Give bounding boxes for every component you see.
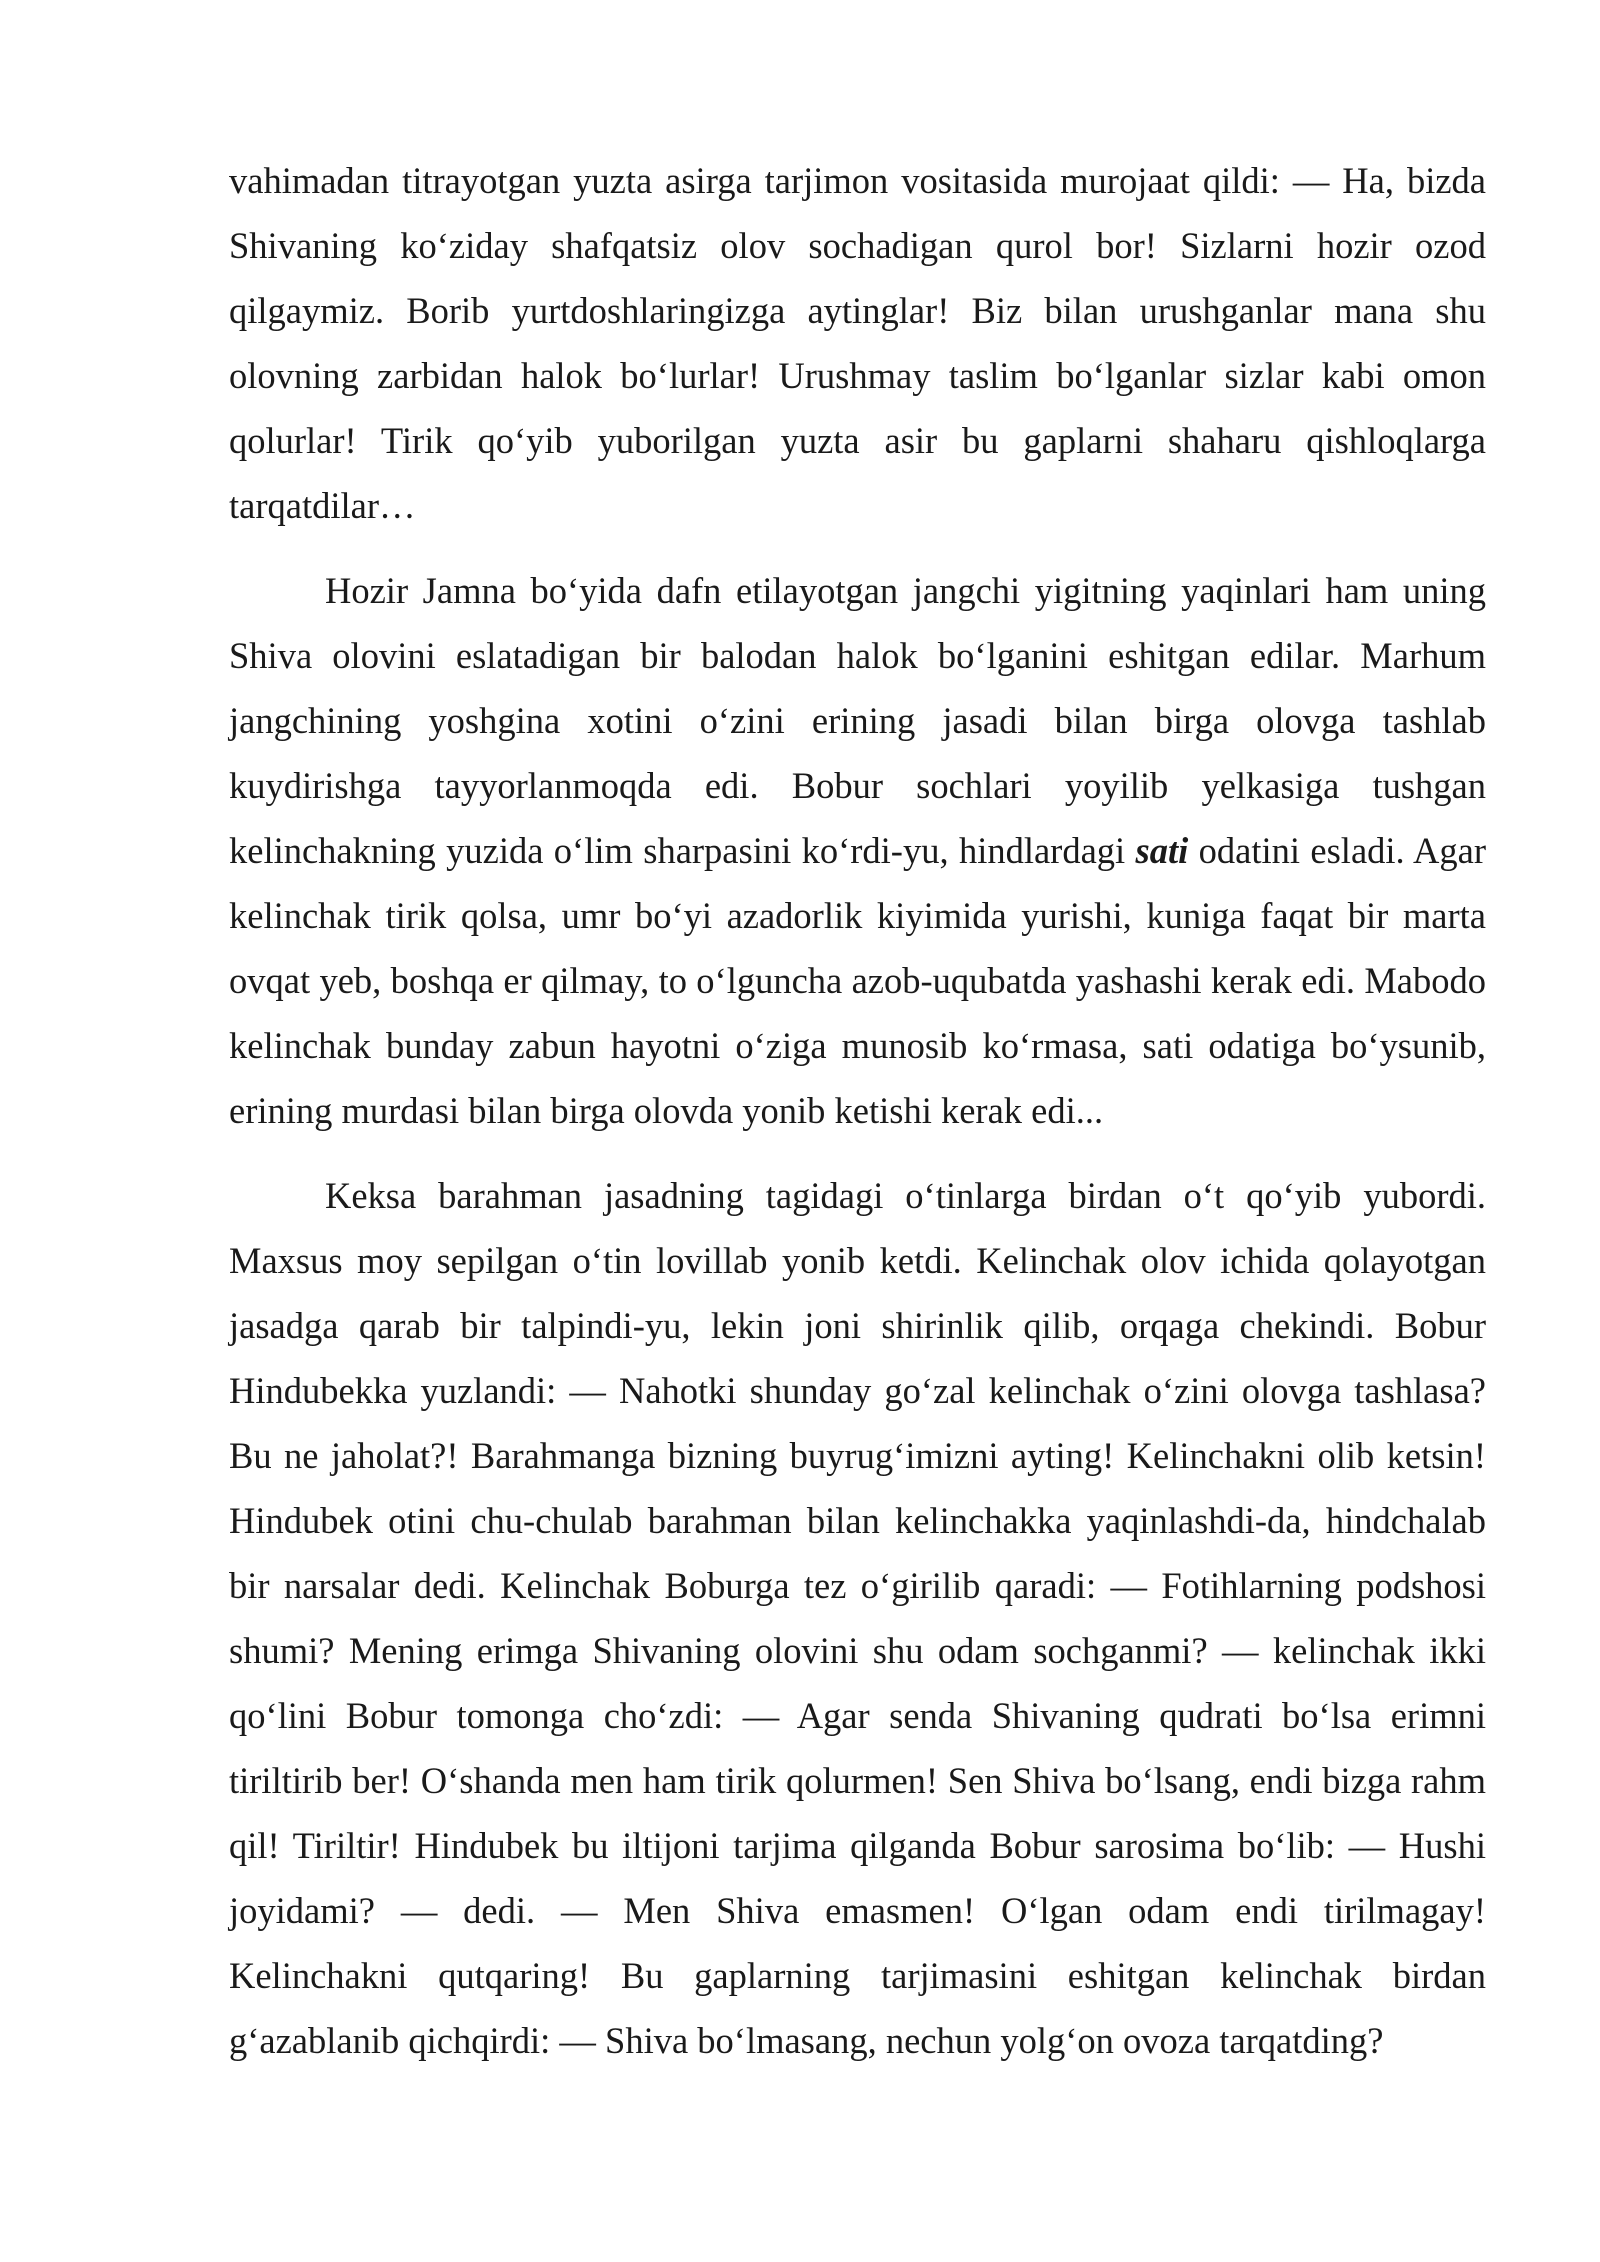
paragraph-2-text-before: Hozir Jamna bo‘yida dafn etilayotgan jangchi yigitning yaqinlari ham uning Shiva olovini eslatadigan bir balodan halok bo‘lganini eshitgan edilar. Marhum jangchining yoshgina xotini o‘zini erining jasadi bilan birga olovga tashlab kuydirishga tayyorlanmoqda edi. Bobur sochlari yoyilib yelkasiga tushgan kelinchakning yuzida o‘lim sharpasini ko‘rdi-yu, hindlardagi — [229, 570, 1486, 871]
paragraph-1-text: vahimadan titrayotgan yuzta asirga tarjimon vositasida murojaat qildi: — Ha, bizda Shivaning ko‘ziday shafqatsiz olov sochadigan qurol bor! Sizlarni hozir ozod qilgaymiz. Borib yurtdoshlaringizga aytinglar! Biz bilan urushganlar mana shu olovning zarbidan halok bo‘lurlar! Urushmay taslim bo‘lganlar sizlar kabi omon qolurlar! Tirik qo‘yib yuborilgan yuzta asir bu gaplarni shaharu qishloqlarga tarqatdilar… — [229, 160, 1486, 526]
paragraph-3-text: Keksa barahman jasadning tagidagi o‘tinlarga birdan o‘t qo‘yib yubordi. Maxsus moy sepilgan o‘tin lovillab yonib ketdi. Kelinchak olov ichida qolayotgan jasadga qarab bir talpindi-yu, lekin joni shirinlik qilib, orqaga chekindi. Bobur Hindubekka yuzlandi: — Nahotki shunday go‘zal kelinchak o‘zini olovga tashlasa? Bu ne jaholat?! Barahmanga bizning buyrug‘imizni ayting! Kelinchakni olib ketsin! Hindubek otini chu-chulab barahman bilan kelinchakka yaqinlashdi-da, hindchalab bir narsalar dedi. Kelinchak Boburga tez o‘girilib qaradi: — Fotihlarning podshosi shumi? Mening erimga Shivaning olovini shu odam sochganmi? — kelinchak ikki qo‘lini Bobur tomonga cho‘zdi: — Agar senda Shivaning qudrati bo‘lsa erimni tiriltirib ber! O‘shanda men ham tirik qolurmen! Sen Shiva bo‘lsang, endi bizga rahm qil! Tiriltir! Hindubek bu iltijoni tarjima qilganda Bobur sarosima bo‘lib: — Hushi joyidami? — dedi. — Men Shiva emasmen! O‘lgan odam endi tirilmagay! Kelinchakni qutqaring! Bu gaplarning tarjimasini eshitgan kelinchak birdan g‘azablanib qichqirdi: — Shiva bo‘lmasang, nechun yolg‘on ovoza tarqatding? — [229, 1175, 1486, 2061]
paragraph-2-text-after: odatini esladi. Agar kelinchak tirik qolsa, umr bo‘yi azadorlik kiyimida yurishi, kuniga faqat bir marta ovqat yeb, boshqa er qilmay, to o‘lguncha azob-uqubatda yashashi kerak edi. Mabodo kelinchak bunday zabun hayotni o‘ziga munosib ko‘rmasa, sati odatiga bo‘ysunib, erining murdasi bilan birga olovda yonib ketishi kerak edi... — [229, 830, 1486, 1131]
paragraph-2 — [229, 558, 1486, 1143]
paragraph-1 — [229, 148, 1486, 538]
emphasized-term-sati: sati — [1135, 830, 1189, 871]
paragraph-3 — [229, 1163, 1486, 2073]
body-text — [229, 148, 1486, 2073]
